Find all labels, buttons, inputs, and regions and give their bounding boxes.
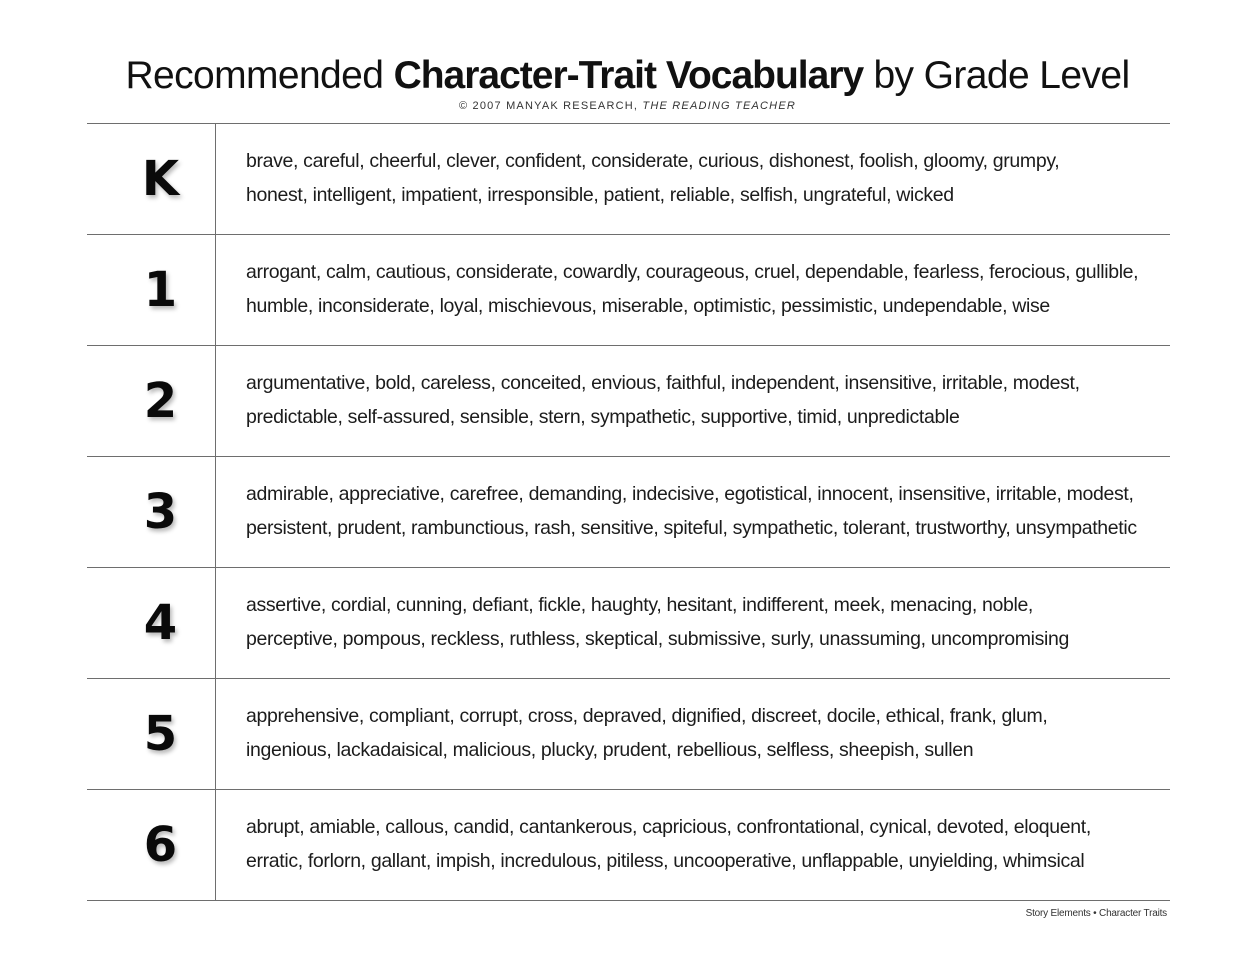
traits-line-2: perceptive, pompous, reckless, ruthless, skeptical, submissive, surly, unassuming, uncompromising <box>246 628 1069 650</box>
traits-cell <box>216 679 1170 789</box>
grade-label: 6 <box>143 817 177 873</box>
title-bold: Character-Trait Vocabulary <box>393 54 864 97</box>
grade-label: 1 <box>143 262 177 318</box>
subtitle-publication: THE READING TEACHER <box>642 100 796 112</box>
grade-row-1 <box>87 235 1170 346</box>
grade-label: K <box>141 151 179 207</box>
grade-row-4 <box>87 568 1170 679</box>
traits-line-1: arrogant, calm, cautious, considerate, cowardly, courageous, cruel, dependable, fearless, ferocious, gullible, <box>246 261 1139 283</box>
traits-line-2: predictable, self-assured, sensible, stern, sympathetic, supportive, timid, unpredictable <box>246 406 960 428</box>
traits-line-2: ingenious, lackadaisical, malicious, plucky, prudent, rebellious, selfless, sheepish, sullen <box>246 739 974 761</box>
title-suffix: by Grade Level <box>863 54 1130 97</box>
traits-line-1: apprehensive, compliant, corrupt, cross, depraved, dignified, discreet, docile, ethical, frank, glum, <box>246 705 1048 727</box>
grade-cell <box>87 568 216 678</box>
grade-row-5 <box>87 679 1170 790</box>
footer-caption: Story Elements • Character Traits <box>1025 908 1167 919</box>
traits-line-1: admirable, appreciative, carefree, demanding, indecisive, egotistical, innocent, insensitive, irritable, modest, <box>246 483 1134 505</box>
page-title <box>0 52 1255 100</box>
traits-cell <box>216 790 1170 900</box>
traits-line-1: assertive, cordial, cunning, defiant, fickle, haughty, hesitant, indifferent, meek, menacing, noble, <box>246 594 1034 616</box>
grade-cell <box>87 790 216 900</box>
grade-cell <box>87 124 216 234</box>
traits-cell <box>216 235 1170 345</box>
grade-row-k <box>87 124 1170 235</box>
traits-line-1: brave, careful, cheerful, clever, confident, considerate, curious, dishonest, foolish, gloomy, grumpy, <box>246 150 1060 172</box>
vocabulary-table <box>87 123 1170 901</box>
copyright-subtitle <box>0 100 1255 112</box>
traits-line-1: abrupt, amiable, callous, candid, cantankerous, capricious, confrontational, cynical, devoted, eloquent, <box>246 816 1091 838</box>
traits-line-1: argumentative, bold, careless, conceited, envious, faithful, independent, insensitive, irritable, modest, <box>246 372 1080 394</box>
grade-label: 2 <box>143 373 177 429</box>
traits-cell <box>216 124 1170 234</box>
grade-row-6 <box>87 790 1170 901</box>
grade-row-3 <box>87 457 1170 568</box>
grade-label: 3 <box>143 484 177 540</box>
traits-line-2: erratic, forlorn, gallant, impish, incredulous, pitiless, uncooperative, unflappable, unyielding, whimsical <box>246 850 1085 872</box>
grade-cell <box>87 679 216 789</box>
traits-line-2: persistent, prudent, rambunctious, rash, sensitive, spiteful, sympathetic, tolerant, trustworthy, unsympathetic <box>246 517 1137 539</box>
grade-cell <box>87 235 216 345</box>
traits-cell <box>216 568 1170 678</box>
grade-cell <box>87 346 216 456</box>
grade-cell <box>87 457 216 567</box>
grade-label: 5 <box>143 706 177 762</box>
subtitle-prefix: © 2007 MANYAK RESEARCH, <box>458 100 643 112</box>
traits-cell <box>216 346 1170 456</box>
title-prefix: Recommended <box>125 54 394 97</box>
grade-label: 4 <box>143 595 177 651</box>
traits-cell <box>216 457 1170 567</box>
traits-line-2: honest, intelligent, impatient, irresponsible, patient, reliable, selfish, ungrateful, wicked <box>246 184 954 206</box>
traits-line-2: humble, inconsiderate, loyal, mischievous, miserable, optimistic, pessimistic, undependable, wise <box>246 295 1050 317</box>
grade-row-2 <box>87 346 1170 457</box>
